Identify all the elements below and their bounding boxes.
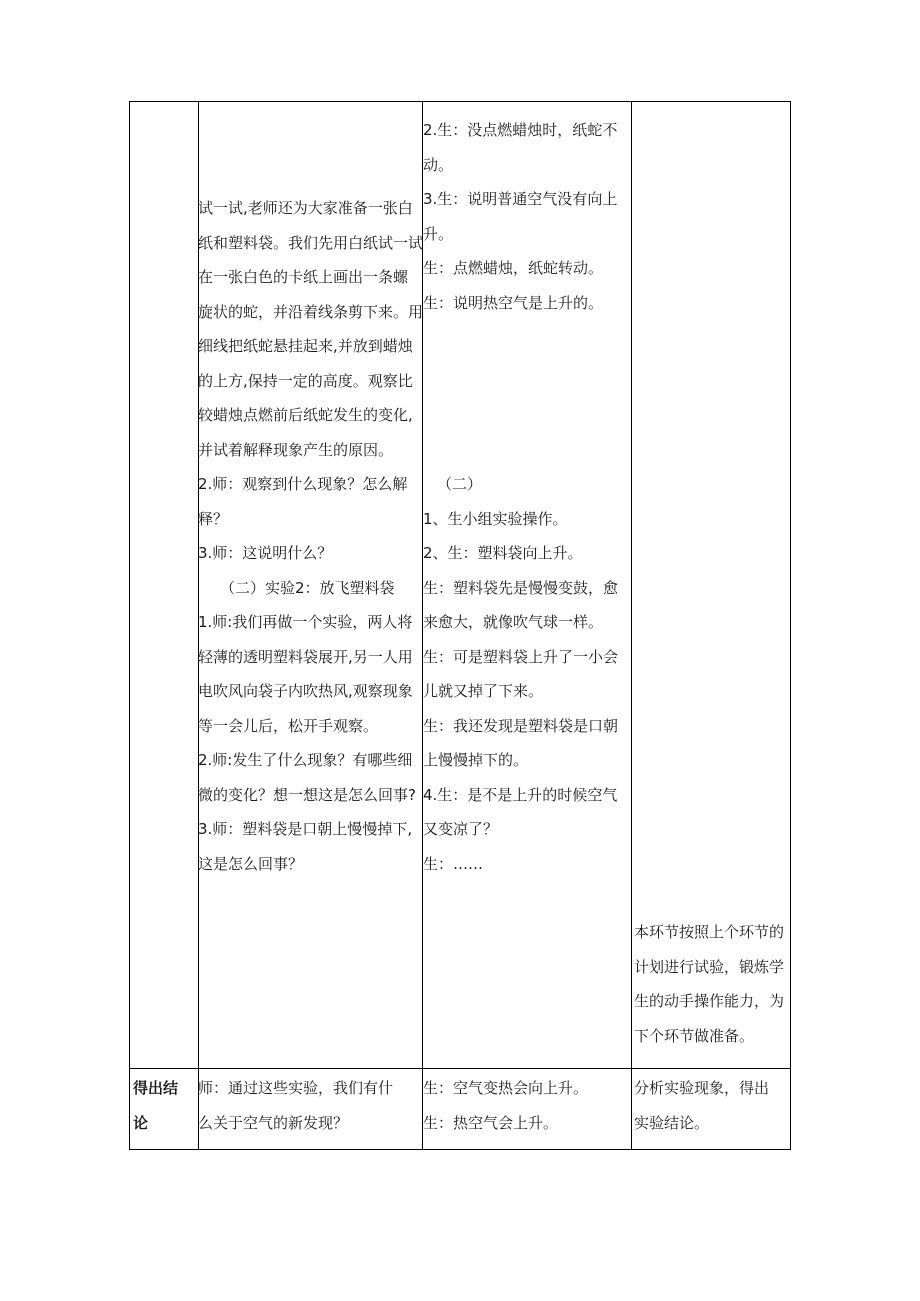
- conclusion-label: 得出结 论: [133, 1079, 179, 1132]
- conclusion-intent: 分析实验现象，得出 实验结论。: [634, 1079, 770, 1132]
- student-part2: （二） 1、生小组实验操作。 2、生：塑料袋向上升。 生：塑料袋先是慢慢变鼓，愈 来愈大，就像吹气球一样。 生：可是塑料袋上升了一小会 儿就又掉了下来。 生：我还发现是塑料袋是口朝 上慢慢掉下的。 4.生：是不是上升的时候空气 又变凉了？ 生：……: [423, 467, 618, 881]
- student-part2-title: （二）: [437, 475, 483, 493]
- intent-text: 本环节按照上个环节的 计划进行试验，锻炼学 生的动手操作能力，为 下个环节做准备。: [634, 923, 785, 1045]
- teacher-experiment1: 试一试,老师还为大家准备一张白 纸和塑料袋。我们先用白纸试一试 在一张白色的卡纸上画出一条螺 旋状的蛇，并沿着线条剪下来。用 细线把纸蛇悬挂起来,并放到蜡烛 的上方,保持一定的高度。观察比 较蜡烛点燃前后纸蛇发生的变化, 并试着解释现象产生的原因。 2.师：观察到什么现象？怎么解 释？ 3.师：这说明什么？ （二）实验2：放飞塑料袋 1.师:我们再做一个实验，两人将 轻薄的透明塑料袋展开,另一人用 电吹风向袋子内吹热风,观察现象 等一会儿后，松开手观察。 2.师:发生了什么现象？有哪些细 微的变化？想一想这是怎么回事? 3.师：塑料袋是口朝上慢慢掉下, 这是怎么回事？: [198, 199, 424, 873]
- experiment2-title: （二）实验2：放飞塑料袋: [220, 578, 395, 597]
- column-divider: [631, 102, 632, 1149]
- student-part1: 2.生：没点燃蜡烛时，纸蛇不 动。 3.生：说明普通空气没有向上 升。 生：点燃蜡烛，纸蛇转动。 生：说明热空气是上升的。: [423, 121, 618, 312]
- conclusion-student: 生：空气变热会向上升。 生：热空气会上升。: [423, 1079, 589, 1132]
- conclusion-teacher: 师：通过这些实验，我们有什 么关于空气的新发现？: [198, 1079, 394, 1132]
- row-divider: [130, 1068, 790, 1069]
